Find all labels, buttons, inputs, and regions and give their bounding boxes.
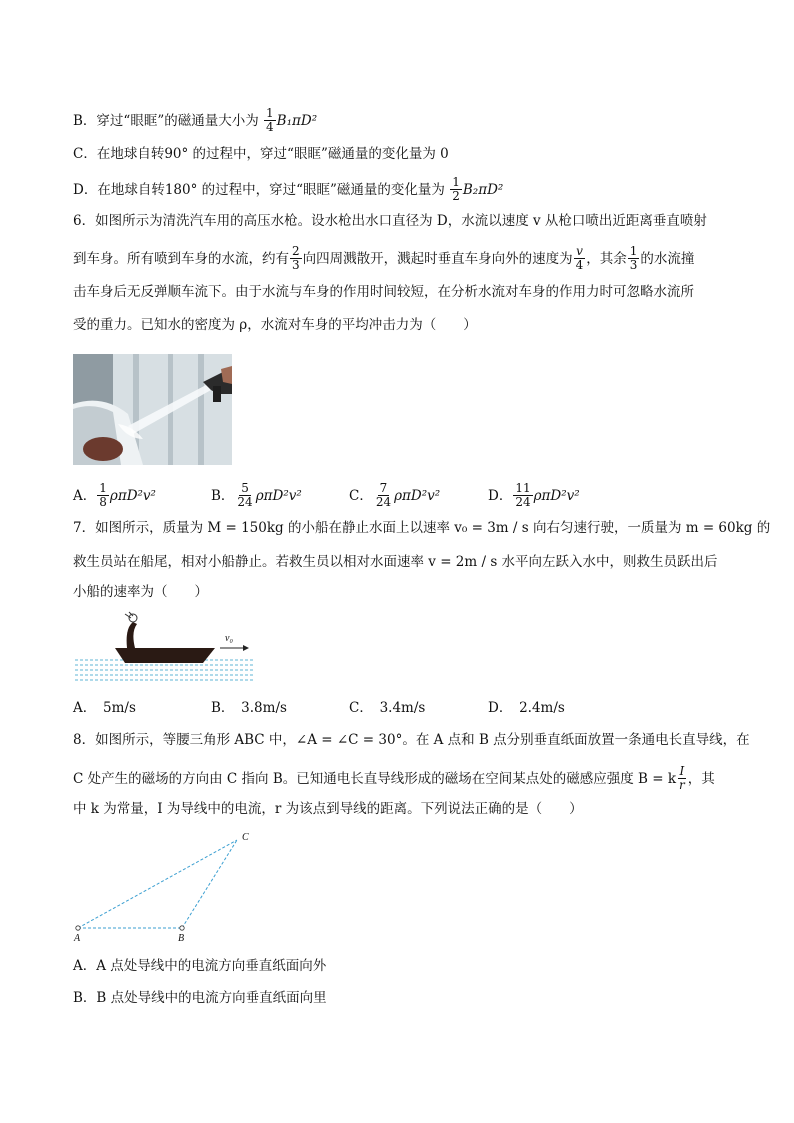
q7-option-b: B． 3.8m/s — [211, 700, 287, 716]
boat-hull — [115, 648, 215, 663]
fraction-one-third: $\frac{1}{3}$ — [629, 244, 638, 272]
fraction-two-thirds: $\frac{2}{3}$ — [292, 244, 300, 272]
q7-option-d: D． 2.4m/s — [488, 700, 565, 716]
q6-line1: 6．如图所示为清洗汽车用的高压水枪。设水枪出水口直径为 D，水流以速度 v 从枪口喷出近距离垂直喷射 — [73, 213, 707, 229]
q7-line1: 7．如图所示，质量为 M = 150kg 的小船在静止水面上以速率 v₀ = 3m / s 向右匀速行驶，一质量为 m = 60kg 的 — [73, 520, 771, 536]
q6-line4: 受的重力。已知水的密度为 ρ，水流对车身的平均冲击力为（ ） — [73, 317, 477, 333]
point-a-marker — [76, 926, 80, 930]
q7-line2: 救生员站在船尾，相对小船静止。若救生员以相对水面速率 v = 2m / s 水平向左跃入水中，则救生员跃出后 — [73, 554, 718, 570]
lifeguard-figure — [127, 622, 137, 648]
q8-line1: 8．如图所示，等腰三角形 ABC 中，∠A = ∠C = 30°。在 A 点和 B 点分别垂直纸面放置一条通电长直导线，在 — [73, 732, 750, 748]
triangle-diagram — [70, 828, 260, 948]
q8-option-a: A．A 点处导线中的电流方向垂直纸面向外 — [73, 958, 327, 974]
q8-line3: 中 k 为常量，I 为导线中的电流，r 为该点到导线的距离。下列说法正确的是（ ） — [73, 801, 583, 817]
fraction-i-over-r: $\frac{I}{r}$ — [679, 764, 685, 792]
q6-line2: 到车身。所有喷到车身的水流，约有 $\frac{2}{3}$ 向四周溅散开，溅起时垂直车身向外的速度为 $\frac{v}{4}$ ，其余 $\frac{1}{3}$ 的水流撞 — [73, 244, 695, 272]
q7-line3: 小船的速率为（ ） — [73, 584, 208, 600]
point-b-marker — [180, 926, 184, 930]
q8-line2: C 处产生的磁场的方向由 C 指向 B。已知通电长直导线形成的磁场在空间某点处的磁感应强度 B = k $\frac{I}{r}$ ，其 — [73, 764, 715, 792]
q6-option-b: B． $\frac{5}{24}$ ρπD²v² — [211, 481, 302, 509]
q7-option-a: A． 5m/s — [73, 700, 136, 716]
point-c-label: C — [242, 832, 249, 843]
car-wash-illustration — [73, 354, 232, 465]
fraction-quarter: $\frac{1}{4}$ — [266, 106, 274, 134]
q5-option-b: B．穿过“眼眶”的磁通量大小为 $\frac{1}{4}$ B₁πD² — [73, 106, 318, 134]
side-bc — [182, 840, 237, 928]
q6-option-a: A． $\frac{1}{8}$ ρπD²v² — [73, 481, 156, 509]
fraction-v-over-4: $\frac{v}{4}$ — [575, 244, 584, 272]
side-ac — [78, 840, 237, 928]
q5-option-c: C．在地球自转90° 的过程中，穿过“眼眶”磁通量的变化量为 0 — [73, 146, 449, 162]
q6-option-d: D． $\frac{11}{24}$ ρπD²v² — [488, 481, 580, 509]
q8-option-b: B．B 点处导线中的电流方向垂直纸面向里 — [73, 990, 327, 1006]
q7-option-c: C． 3.4m/s — [349, 700, 426, 716]
velocity-label: v₀ — [225, 633, 233, 644]
q6-option-c: C． $\frac{7}{24}$ ρπD²v² — [349, 481, 441, 509]
boat-diagram — [75, 608, 260, 688]
car-wash-photo — [73, 354, 232, 465]
point-a-label: A — [74, 933, 81, 944]
fraction-half: $\frac{1}{2}$ — [452, 175, 460, 203]
q6-line3: 击车身后无反弹顺车流下。由于水流与车身的作用时间较短，在分析水流对车身的作用力时可忽略水流所 — [73, 284, 694, 300]
point-b-label: B — [178, 933, 185, 944]
q5-option-d: D．在地球自转180° 的过程中，穿过“眼眶”磁通量的变化量为 $\frac{1}{2}$ B₂πD² — [73, 175, 504, 203]
